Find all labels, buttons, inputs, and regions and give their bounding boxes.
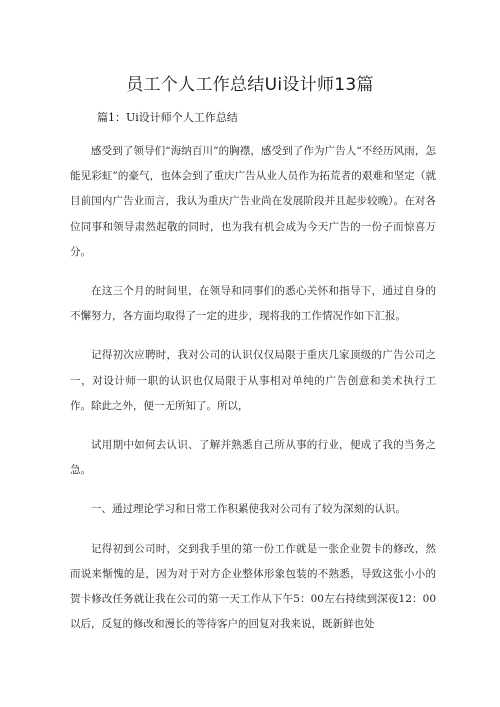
- section-heading: 篇1：Ui设计师个人工作总结: [97, 111, 238, 124]
- paragraph-3: 记得初次应聘时，我对公司的认识仅仅局限于重庆几家顶级的广告公司之一，对设计师一职的认识也仅局限于从事相对单纯的广告创意和美术执行工作。除此之外，便一无所知了。所以，: [70, 349, 436, 412]
- paragraph-2: 在这三个月的时间里，在领导和同事们的悉心关怀和指导下，通过自身的不懈努力，各方面均取得了一定的进步，现将我的工作情况作如下汇报。: [70, 285, 436, 323]
- paragraph-1: 感受到了领导们“海纳百川”的胸襟，感受到了作为广告人“不经历风雨，怎能见彩虹”的豪气，也体会到了重庆广告从业人员作为拓荒者的艰难和坚定（就目前国内广告业而言，我认为重庆广告业尚在发展阶段并且起步较晚）。在对各位同事和领导肃然起敬的同时，也为我有机会成为今天广告的一份子而惊喜万分。: [70, 145, 436, 258]
- paragraph-6: 记得初到公司时，交到我手里的第一份工作就是一张企业贺卡的修改，然而说来惭愧的是，因为对于对方企业整体形象包装的不熟悉，导致这张小小的贺卡修改任务就让我在公司的第一天工作从下午5：00左右持续到深夜12：00以后，反复的修改和漫长的等待客户的回复对我来说，既新鲜也处: [70, 542, 436, 631]
- document-body: [70, 139, 436, 637]
- paragraph-5: 一、通过理论学习和日常工作积累使我对公司有了较为深刻的认识。: [91, 503, 406, 516]
- paragraph-4: 试用期中如何去认识、了解并熟悉自己所从事的行业，便成了我的当务之急。: [70, 439, 436, 477]
- document-title: 员工个人工作总结Ui设计师13篇: [126, 75, 374, 95]
